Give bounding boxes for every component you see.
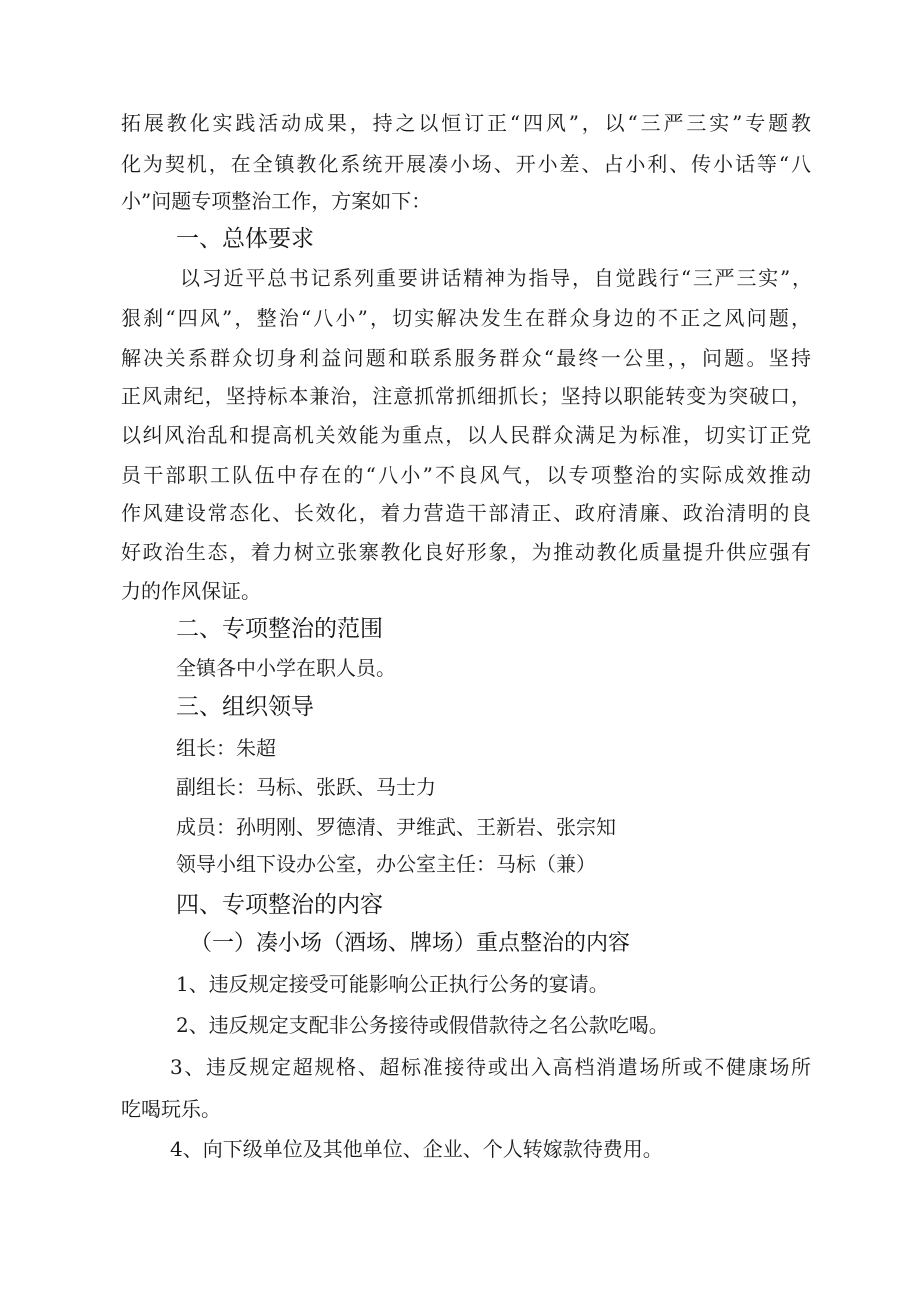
section3-members: 成员：孙明刚、罗德清、尹维武、王新岩、张宗知 <box>176 815 616 839</box>
section4-subheading: （一）凑小场（酒场、牌场）重点整治的内容 <box>190 931 631 956</box>
section1-line-4: 正风肃纪，坚持标本兼治，注意抓常抓细抓长；坚持以职能转变为突破口， <box>121 384 811 408</box>
section4-item-1: 1、违反规定接受可能影响公正执行公务的宴请。 <box>176 972 609 996</box>
section3-office: 领导小组下设办公室，办公室主任：马标（兼） <box>176 852 596 876</box>
section2-text: 全镇各中小学在职人员。 <box>176 656 396 680</box>
section1-line-7: 作风建设常态化、长效化，着力营造干部清正、政府清廉、政治清明的良 <box>121 501 811 525</box>
section1-line-6: 员干部职工队伍中存在的“八小”不良风气，以专项整治的实际成效推动 <box>121 463 811 487</box>
section1-line-9: 力的作风保证。 <box>121 579 261 603</box>
section1-line-8: 好政治生态，着力树立张寨教化良好形象，为推动教化质量提升供应强有 <box>121 540 811 564</box>
intro-line-2: 化为契机，在全镇教化系统开展凑小场、开小差、占小利、传小话等“八 <box>121 152 811 176</box>
section1-line-2: 狠刹“四风”，整治“八小”，切实解决发生在群众身边的不正之风问题， <box>121 306 811 330</box>
section3-deputy: 副组长：马标、张跃、马士力 <box>176 775 436 799</box>
section4-item-3-line-1: 3、违反规定超规格、超标准接待或出入高档消遣场所或不健康场所 <box>170 1055 811 1079</box>
section4-item-4: 4、向下级单位及其他单位、企业、个人转嫁款待费用。 <box>170 1137 663 1161</box>
intro-line-1: 拓展教化实践活动成果，持之以恒订正“四风”，以“三严三实”专题教 <box>121 111 811 135</box>
section1-line-3: 解决关系群众切身利益问题和联系服务群众“最终一公里，，问题。坚持 <box>121 346 811 370</box>
section4-item-2: 2、违反规定支配非公务接待或假借款待之名公款吃喝。 <box>176 1013 669 1037</box>
section3-leader: 组长：朱超 <box>176 736 276 760</box>
section1-line-1: 以习近平总书记系列重要讲话精神为指导，自觉践行“三严三实”， <box>180 266 812 290</box>
section4-heading: 四、专项整治的内容 <box>176 892 383 918</box>
section1-heading: 一、总体要求 <box>176 226 314 252</box>
section4-item-3-line-2: 吃喝玩乐。 <box>121 1097 221 1121</box>
section2-heading: 二、专项整治的范围 <box>176 616 383 642</box>
section3-heading: 三、组织领导 <box>176 694 314 720</box>
section1-line-5: 以纠风治乱和提高机关效能为重点，以人民群众满足为标准，切实订正党 <box>121 423 811 447</box>
intro-line-3: 小”问题专项整治工作，方案如下： <box>121 189 432 213</box>
